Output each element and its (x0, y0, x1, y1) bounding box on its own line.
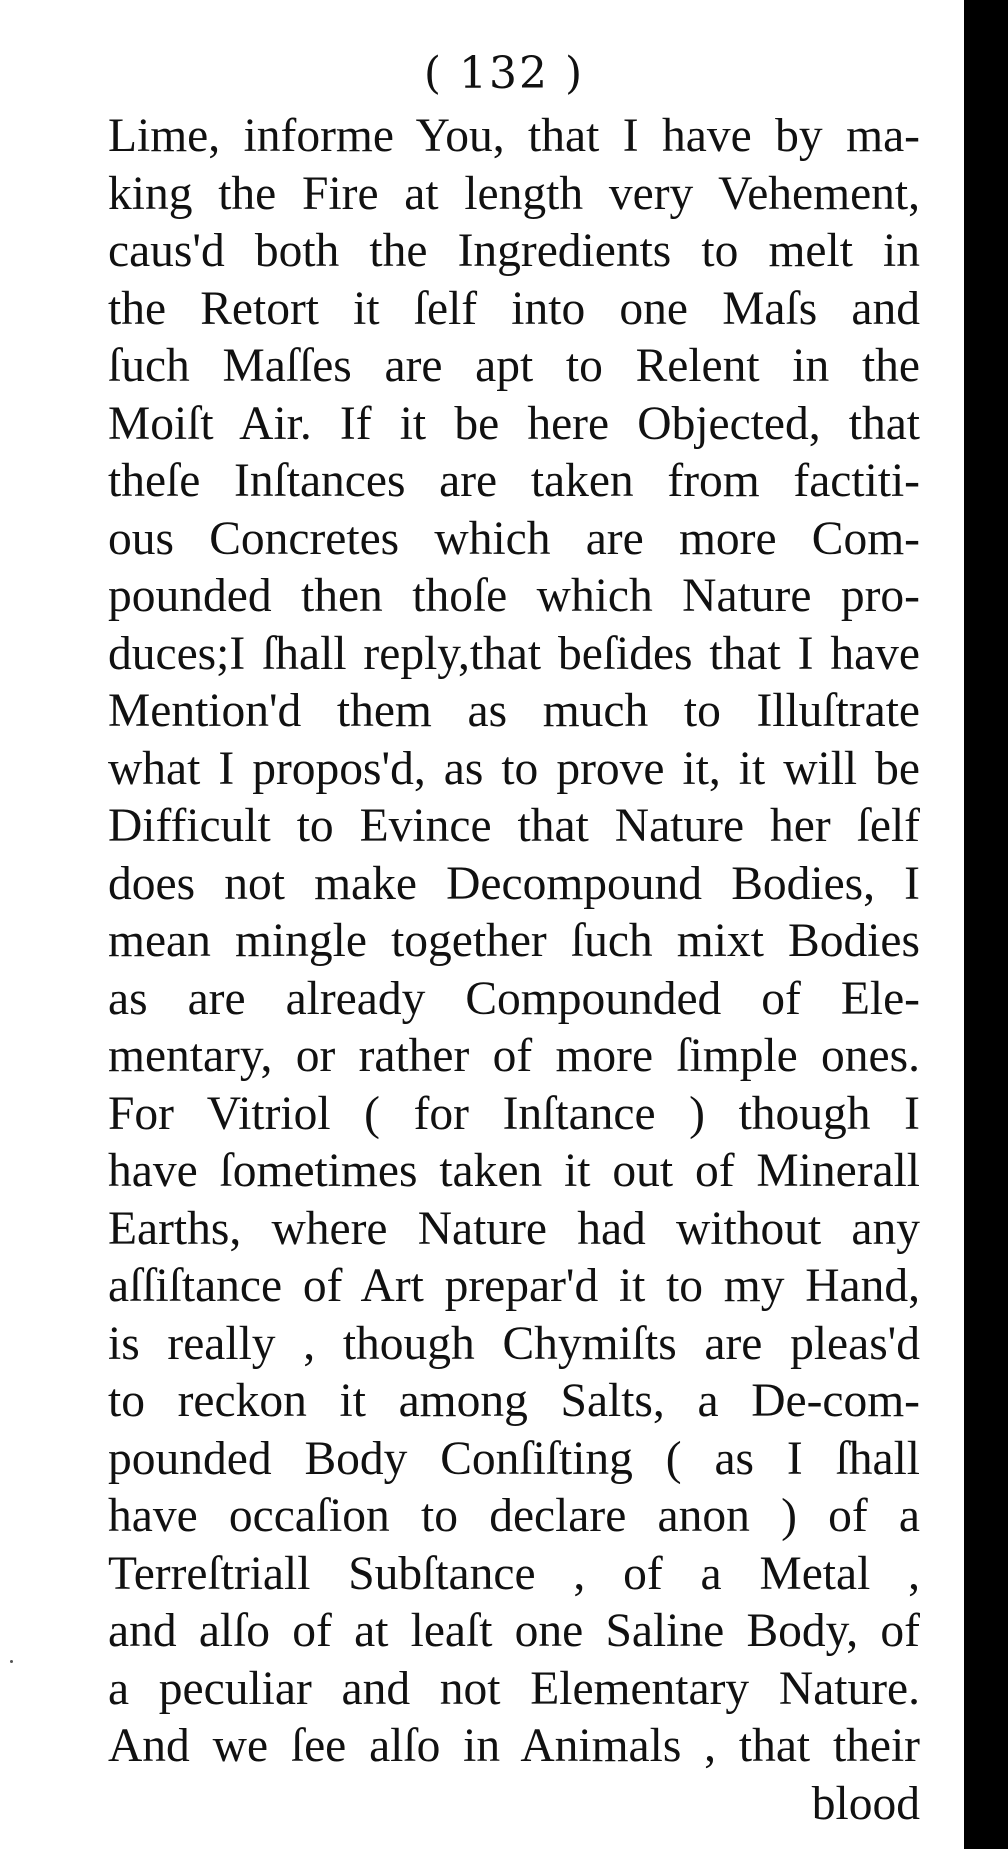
text-line: pounded Body Conſiſting ( as I ſhall (108, 1432, 920, 1485)
text-line: does not make Decompound Bodies, I (108, 857, 920, 910)
text-line: Lime, informe You, that I have by ma- (108, 110, 920, 162)
scan-edge-bar (964, 0, 1008, 1849)
text-line: pounded then thoſe which Nature pro- (108, 570, 920, 622)
text-line: duces;I ſhall reply,that beſides that I have (108, 627, 920, 680)
text-line: what I propos'd, as to prove it, it will be (108, 742, 920, 795)
text-line: ſuch Maſſes are apt to Relent in the (108, 340, 920, 392)
text-line: have occaſion to declare anon ) of a (108, 1490, 920, 1542)
text-line: and alſo of at leaſt one Saline Body, of (108, 1605, 920, 1657)
text-line: caus'd both the Ingredients to melt in (108, 225, 920, 277)
text-line: ous Concretes which are more Com- (108, 512, 920, 565)
text-line: as are already Compounded of Ele- (108, 972, 920, 1025)
text-line: Mention'd them as much to Illuſtrate (108, 685, 920, 737)
text-line: have ſometimes taken it out of Minerall (108, 1145, 920, 1197)
text-line: theſe Inſtances are taken from factiti- (108, 455, 920, 507)
text-line: Earths, where Nature had without any (108, 1202, 920, 1255)
text-line: And we ſee alſo in Animals , that their (108, 1720, 920, 1772)
text-line: Difficult to Evince that Nature her ſelf (108, 800, 920, 852)
text-line: Terreſtriall Subſtance , of a Metal , (108, 1547, 920, 1600)
catchword: blood (811, 1777, 920, 1830)
body-text (108, 108, 920, 1833)
text-line: Moiſt Air. If it be here Objected, that (108, 397, 920, 450)
text-line: mentary, or rather of more ſimple ones. (108, 1030, 920, 1082)
text-line: king the Fire at length very Vehement, (108, 167, 920, 220)
scan-speck (10, 1660, 13, 1663)
text-line: the Retort it ſelf into one Maſs and (108, 282, 920, 335)
text-line: to reckon it among Salts, a De-com- (108, 1375, 920, 1427)
text-line: is really , though Chymiſts are pleas'd (108, 1317, 920, 1370)
text-line: For Vitriol ( for Inſtance ) though I (108, 1087, 920, 1140)
text-line: a peculiar and not Elementary Nature. (108, 1662, 920, 1715)
page-number: ( 132 ) (423, 48, 585, 99)
text-line: aſſiſtance of Art prepar'd it to my Hand, (108, 1260, 920, 1312)
text-line: mean mingle together ſuch mixt Bodies (108, 915, 920, 967)
